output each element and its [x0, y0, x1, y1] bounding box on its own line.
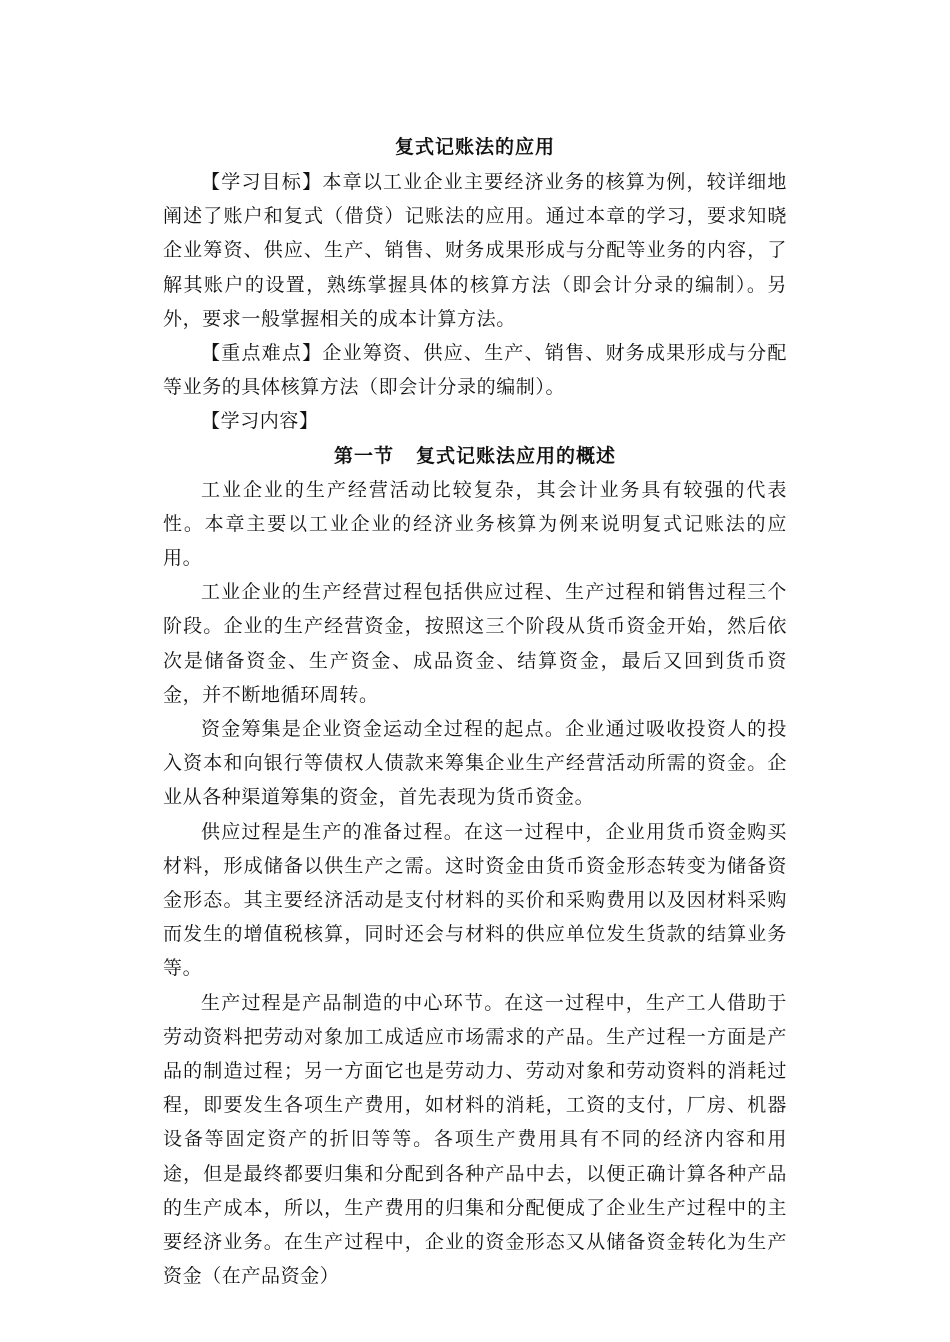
body-paragraph: 工业企业的生产经营活动比较复杂，其会计业务具有较强的代表性。本章主要以工业企业的经济业务核算为例来说明复式记账法的应用。: [163, 478, 787, 570]
section-heading: [163, 439, 787, 473]
learning-objective-label: 【学习目标】: [201, 171, 323, 193]
text-column: [163, 130, 787, 1294]
section-number: 第一节: [333, 444, 394, 467]
body-paragraph: 工业企业的生产经营过程包括供应过程、生产过程和销售过程三个阶段。企业的生产经营资金，按照这三个阶段从货币资金开始，然后依次是储备资金、生产资金、成品资金、结算资金，最后又回到货币资金，并不断地循环周转。: [163, 581, 787, 706]
body-paragraph: 资金筹集是企业资金运动全过程的起点。企业通过吸收投资人的投入资本和向银行等债权人债款来筹集企业生产经营活动所需的资金。企业从各种渠道筹集的资金，首先表现为货币资金。: [163, 718, 787, 809]
learning-objective-text: 本章以工业企业主要经济业务的核算为例，较详细地阐述了账户和复式（借贷）记账法的应用。通过本章的学习，要求知晓企业筹资、供应、生产、销售、财务成果形成与分配等业务的内容，了解其账户的设置，熟练掌握具体的核算方法（即会计分录的编制）。另外，要求一般掌握相关的成本计算方法。: [163, 171, 787, 330]
key-points-label: 【重点难点】: [201, 342, 323, 365]
body-paragraph: 供应过程是生产的准备过程。在这一过程中，企业用货币资金购买材料，形成储备以供生产之需。这时资金由货币资金形态转变为储备资金形态。其主要经济活动是支付材料的买价和采购费用以及因材料采购而发生的增值税核算，同时还会与材料的供应单位发生货款的结算业务等。: [163, 820, 787, 980]
section-title: 复式记账法应用的概述: [416, 444, 617, 467]
key-points-paragraph: [163, 336, 787, 404]
body-paragraph: 生产过程是产品制造的中心环节。在这一过程中，生产工人借助于劳动资料把劳动对象加工成适应市场需求的产品。生产过程一方面是产品的制造过程；另一方面它也是劳动力、劳动对象和劳动资料的消耗过程，即要发生各项生产费用，如材料的消耗，工资的支付，厂房、机器设备等固定资产的折旧等等。各项生产费用具有不同的经济内容和用途，但是最终都要归集和分配到各种产品中去，以便正确计算各种产品的生产成本，所以，生产费用的归集和分配便成了企业生产过程中的主要经济业务。在生产过程中，企业的资金形态又从储备资金转化为生产资金（在产品资金）: [163, 991, 787, 1288]
learning-content-label: 【学习内容】: [201, 410, 319, 433]
document-title: 复式记账法的应用: [394, 136, 555, 158]
learning-content-paragraph: [163, 404, 787, 438]
learning-objective-paragraph: [163, 165, 787, 336]
key-points-text: 企业筹资、供应、生产、销售、财务成果形成与分配等业务的具体核算方法（即会计分录的编制）。: [163, 342, 787, 399]
